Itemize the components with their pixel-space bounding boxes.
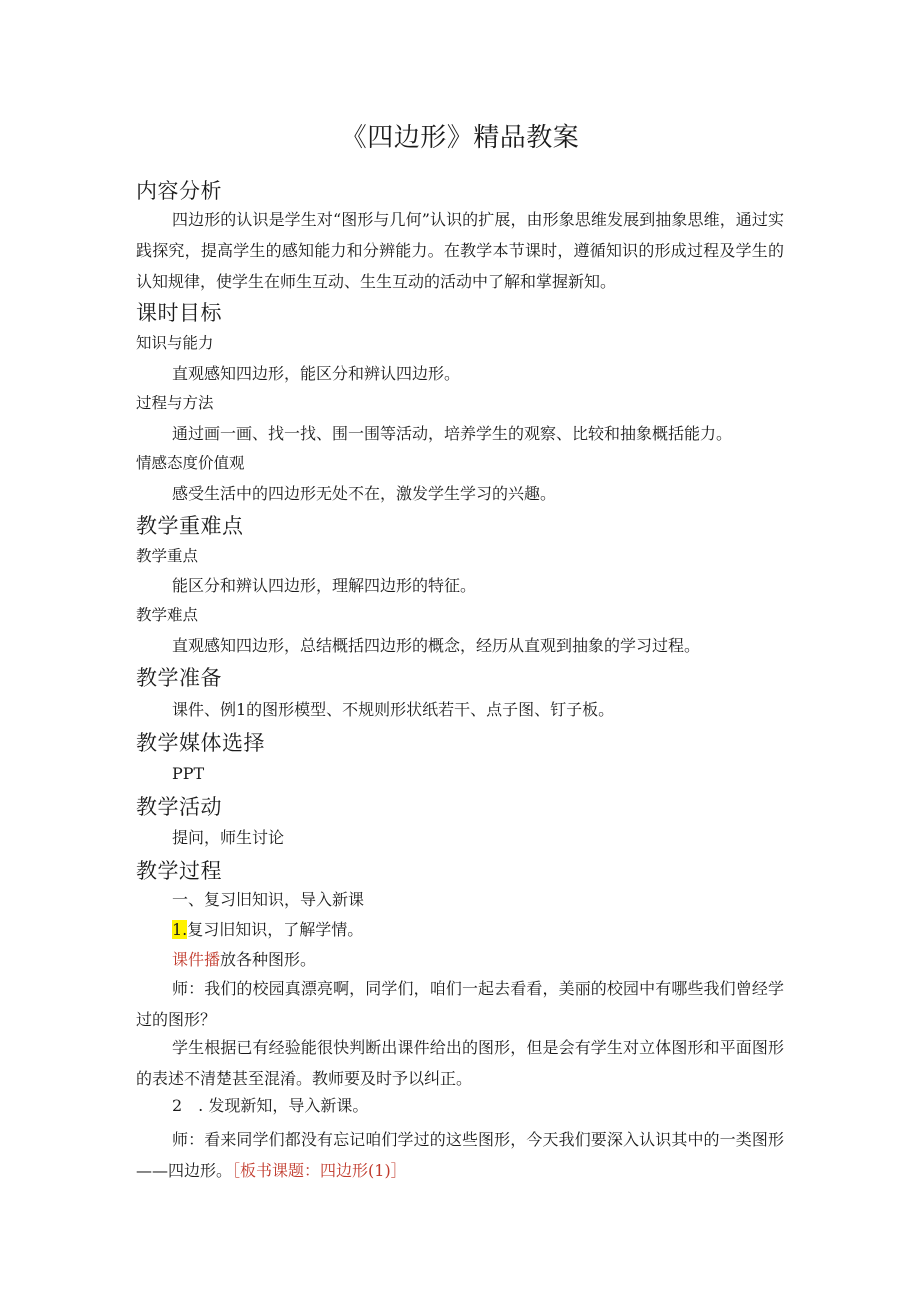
courseware-rest-text: 放各种图形。 (220, 950, 317, 969)
emotion-text: 感受生活中的四边形无处不在，激发学生学习的兴趣。 (172, 484, 557, 503)
teacher-dialogue-2-text: 师：看来同学们都没有忘记咱们学过的这些图形，今天我们要深入认识其中的一类图形——四边形。 (136, 1130, 784, 1180)
content-analysis-text: 四边形的认识是学生对“图形与几何”认识的扩展，由形象思维发展到抽象思维，通过实践探究，提高学生的感知能力和分辨能力。在教学本节课时，遵循知识的形成过程及学生的认知规律，使学生在师生互动、生生互动的活动中了解和掌握新知。 (136, 210, 784, 291)
heading-key-points: 教学重难点 (136, 514, 244, 538)
process-item2: 2 . 发现新知，导入新课。 (172, 1096, 369, 1115)
heading-objectives: 课时目标 (136, 301, 222, 325)
label-key: 教学重点 (136, 547, 199, 565)
document-title: 《四边形》精品教案 (340, 123, 580, 153)
heading-activity: 教学活动 (136, 795, 222, 819)
process-step1: 一、复习旧知识，导入新课 (172, 890, 365, 909)
board-title-note: ［板书课题：四边形(1)］ (232, 1161, 407, 1180)
label-knowledge: 知识与能力 (136, 334, 214, 352)
label-difficulty: 教学难点 (136, 606, 199, 624)
courseware-line (172, 948, 316, 972)
heading-process: 教学过程 (136, 859, 222, 883)
teacher-dialogue-2 (136, 1124, 784, 1186)
process-method-text: 通过画一画、找一找、围一围等活动，培养学生的观察、比较和抽象概括能力。 (172, 424, 733, 443)
knowledge-text: 直观感知四边形，能区分和辨认四边形。 (172, 364, 461, 383)
item1-number-highlight: 1. (172, 920, 188, 939)
process-item1 (172, 918, 363, 942)
difficulty-text: 直观感知四边形，总结概括四边形的概念，经历从直观到抽象的学习过程。 (172, 636, 701, 655)
label-process-method: 过程与方法 (136, 394, 214, 412)
student-response-1: 学生根据已有经验能很快判断出课件给出的图形，但是会有学生对立体图形和平面图形的表述不清楚甚至混淆。教师要及时予以纠正。 (136, 1038, 784, 1088)
teacher-dialogue-1: 师：我们的校园真漂亮啊，同学们，咱们一起去看看，美丽的校园中有哪些我们曾经学过的图形？ (136, 979, 784, 1029)
key-text: 能区分和辨认四边形，理解四边形的特征。 (172, 576, 477, 595)
media-text: PPT (172, 764, 205, 783)
courseware-red-text: 课件播 (172, 950, 221, 969)
heading-preparation: 教学准备 (136, 666, 222, 690)
preparation-text: 课件、例1的图形模型、不规则形状纸若干、点子图、钉子板。 (172, 700, 615, 719)
activity-text: 提问，师生讨论 (172, 828, 285, 847)
heading-media: 教学媒体选择 (136, 731, 265, 755)
item1-text: 复习旧知识，了解学情。 (187, 920, 364, 939)
heading-content-analysis: 内容分析 (136, 179, 222, 203)
label-emotion: 情感态度价值观 (136, 454, 245, 472)
